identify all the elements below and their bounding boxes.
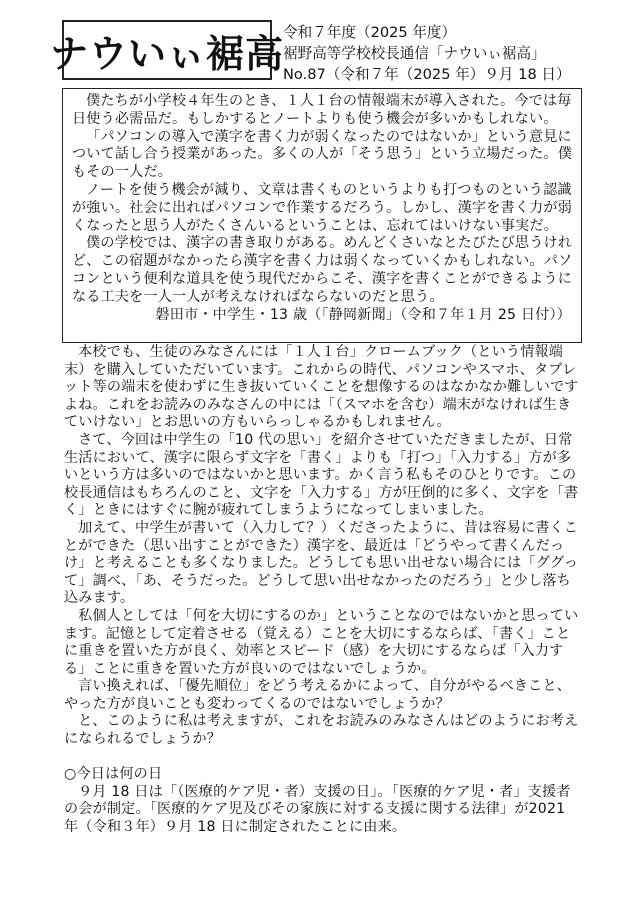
fiscal-year: 令和７年度（2025 年度） <box>283 24 457 41</box>
body-paragraph: 本校でも、生徒のみなさんには「１人１台」クロームブック（という情報端末）を購入していただいています。これからの時代、パソコンやスマホ、タブレット等の端末を使わずに生き抜いていくことを想像するのはなかなか難しいですよね。これをお読みのみなさんの中には「（スマホを含む）端末がなければ生きていけない」とお思いの方もいらっしゃるかもしれません。 <box>64 344 579 431</box>
body-paragraph: 加えて、中学生が書いて（入力して？）くださったように、昔は容易に書くことができた（思い出すことができた）漢字を、最近は「どうやって書くんだっけ」と考えることも多くなりました。どうしても思い出せない場合には「ググって」調べ、「あ、そうだった。どうして思い出せなかったのだろう」と少し落ち込みます。 <box>64 519 579 607</box>
issue-info <box>283 22 571 85</box>
today-heading: ○今日は何の日 <box>64 766 163 783</box>
newsletter-title: ナウいぃ裾高 <box>50 31 285 76</box>
quote-paragraph: 「パソコンの導入で漢字を書く力が弱くなったのではないか」という意見について話し合う授業があった。多くの人が「そう思う」という立場だった。僕もその一人だ。 <box>72 128 573 181</box>
newsletter-name: 裾野高等学校校長通信「ナウいぃ裾高」 <box>283 45 546 62</box>
quote-source: 磐田市・中学生・13 歳（「静岡新聞」（令和７年１月 25 日付）） <box>155 306 571 323</box>
quote-paragraph: 僕たちが小学校４年生のとき、１人１台の情報端末が導入された。今では毎日使う必需品だ。もしかするとノートよりも使う機会が多いかもしれない。 <box>72 93 572 127</box>
main-article <box>64 344 582 837</box>
quoted-essay-box <box>62 88 582 343</box>
quote-paragraph: 僕の学校では、漢字の書き取りがある。めんどくさいなとたびたび思うけれど、この宿題がなかったら漢字を書く力は弱くなっていくかもしれない。パソコンという便利な道具を使う現代だからこそ、漢字を書くことができるようになる工夫を一人一人が考えなければならないのだと思う。 <box>72 235 573 305</box>
section-spacer <box>64 749 582 767</box>
quote-paragraph: ノートを使う機会が減り、文章は書くものというよりも打つものという認識が強い。社会に出ればパソコンで作業するだろう。しかし、漢字を書く力が弱くなったと思う人がたくさんいるということは、忘れてはいけない事実だ。 <box>72 181 572 234</box>
body-paragraph: 私個人としては「何を大切にするのか」ということなのではないかと思っています。記憶として定着させる（覚える）ことを大切にするならば、「書く」ことに重きを置いた方が良く、効率とスピード（感）を大切にするならば「入力する」ことに重きを置いた方が良いのではないでしょうか。 <box>64 607 579 677</box>
today-text: ９月 18 日は「（医療的ケア児・者）支援の日」。「医療的ケア児・者」支援者の会が制定。「医療的ケア児及びその家族に対する支援に関する法律」が2021 年（令和３年）９月 18 日に制定されたことに由来。 <box>64 783 571 836</box>
body-paragraph: さて、今回は中学生の「10 代の思い」を紹介させていただきましたが、日常生活において、漢字に限らず文字を「書く」よりも「打つ」「入力する」方が多いという方は多いのではないかと思います。かく言う私もそのひとりです。この校長通信はもちろんのこと、文字を「入力する」方が圧倒的に多く、文字を「書く」ときにはすぐに腕が疲れてしまうようになってしまいました。 <box>64 431 579 519</box>
issue-number-date: No.87（令和７年（2025 年）９月 18 日） <box>283 66 571 83</box>
body-paragraph: 言い換えれば、「優先順位」をどう考えるかによって、自分がやるべきこと、やった方が良いことも変わってくるのではないでしょうか？ <box>64 678 572 712</box>
body-paragraph: と、このように私は考えますが、これをお読みのみなさんはどのようにお考えになられるでしょうか？ <box>64 713 579 748</box>
newsletter-title-box <box>50 20 285 80</box>
